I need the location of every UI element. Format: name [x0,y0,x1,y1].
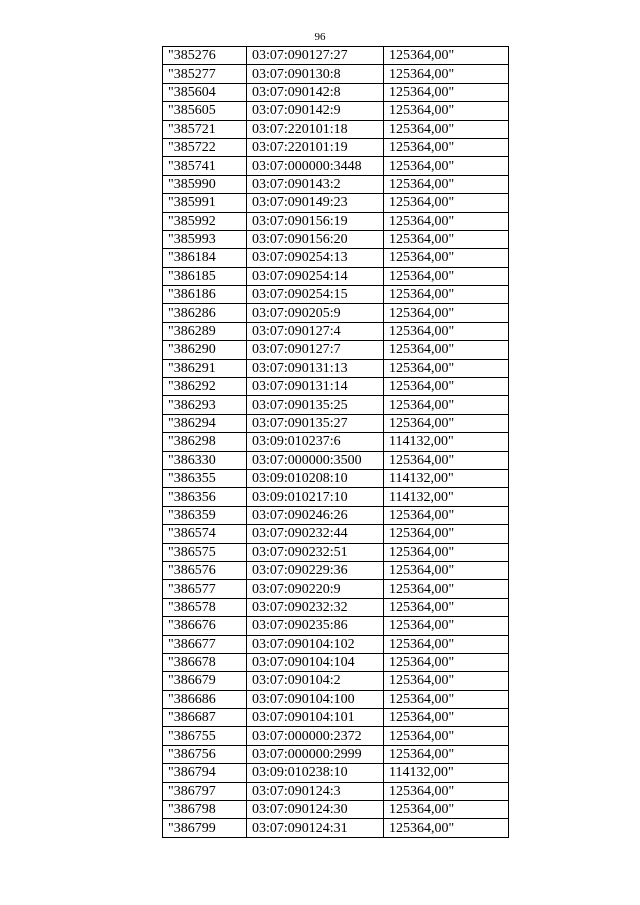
table-row [163,304,509,322]
record-number-cell: "386578 [163,598,247,616]
record-number-cell: "385992 [163,212,247,230]
cadastral-number-cell: 03:09:010208:10 [247,469,384,487]
record-number-cell: "386687 [163,709,247,727]
record-number-cell: "385721 [163,120,247,138]
record-number-cell: "386298 [163,433,247,451]
amount-cell: 125364,00" [384,543,509,561]
record-number-cell: "386677 [163,635,247,653]
amount-cell: 125364,00" [384,709,509,727]
amount-cell: 125364,00" [384,617,509,635]
cadastral-number-cell: 03:07:090142:8 [247,83,384,101]
amount-cell: 125364,00" [384,782,509,800]
amount-cell: 125364,00" [384,727,509,745]
amount-cell: 125364,00" [384,672,509,690]
record-number-cell: "386679 [163,672,247,690]
table-row [163,543,509,561]
amount-cell: 125364,00" [384,745,509,763]
table-row [163,653,509,671]
table-row [163,341,509,359]
table-row [163,525,509,543]
table-row [163,138,509,156]
table-row [163,469,509,487]
cadastral-number-cell: 03:07:090156:20 [247,230,384,248]
amount-cell: 125364,00" [384,304,509,322]
cadastral-number-cell: 03:07:090143:2 [247,175,384,193]
record-number-cell: "386292 [163,378,247,396]
cadastral-number-cell: 03:07:090254:13 [247,249,384,267]
record-number-cell: "386686 [163,690,247,708]
table-row [163,194,509,212]
record-number-cell: "386755 [163,727,247,745]
amount-cell: 114132,00" [384,469,509,487]
record-number-cell: "386286 [163,304,247,322]
table-row [163,414,509,432]
record-number-cell: "386794 [163,764,247,782]
table-row [163,175,509,193]
table-row [163,617,509,635]
cadastral-number-cell: 03:07:090104:2 [247,672,384,690]
cadastral-number-cell: 03:07:000000:3500 [247,451,384,469]
cadastral-number-cell: 03:07:090235:86 [247,617,384,635]
amount-cell: 114132,00" [384,433,509,451]
record-number-cell: "386330 [163,451,247,469]
cadastral-number-cell: 03:07:090232:44 [247,525,384,543]
record-number-cell: "386799 [163,819,247,837]
record-number-cell: "386185 [163,267,247,285]
cadastral-number-cell: 03:07:090124:3 [247,782,384,800]
cadastral-number-cell: 03:07:000000:2372 [247,727,384,745]
table-row [163,249,509,267]
cadastral-number-cell: 03:07:090104:102 [247,635,384,653]
table-row [163,672,509,690]
amount-cell: 125364,00" [384,267,509,285]
table-row [163,506,509,524]
cadastral-number-cell: 03:07:090254:14 [247,267,384,285]
cadastral-number-cell: 03:07:090232:51 [247,543,384,561]
cadastral-number-cell: 03:07:000000:2999 [247,745,384,763]
table-row [163,745,509,763]
record-number-cell: "386186 [163,286,247,304]
cadastral-number-cell: 03:07:090104:104 [247,653,384,671]
cadastral-number-cell: 03:09:010238:10 [247,764,384,782]
amount-cell: 125364,00" [384,506,509,524]
cadastral-number-cell: 03:07:090220:9 [247,580,384,598]
amount-cell: 125364,00" [384,286,509,304]
cadastral-number-cell: 03:07:090124:30 [247,801,384,819]
table-row [163,120,509,138]
table-row [163,709,509,727]
table-row [163,801,509,819]
record-number-cell: "386356 [163,488,247,506]
cadastral-number-cell: 03:07:090156:19 [247,212,384,230]
amount-cell: 125364,00" [384,83,509,101]
cadastral-number-cell: 03:07:090127:7 [247,341,384,359]
table-row [163,286,509,304]
amount-cell: 125364,00" [384,65,509,83]
amount-cell: 125364,00" [384,175,509,193]
table-row [163,433,509,451]
amount-cell: 125364,00" [384,414,509,432]
table-row [163,378,509,396]
amount-cell: 125364,00" [384,249,509,267]
data-table [162,46,509,838]
table-row [163,83,509,101]
cadastral-number-cell: 03:07:090127:4 [247,322,384,340]
amount-cell: 125364,00" [384,157,509,175]
table-row [163,782,509,800]
record-number-cell: "386359 [163,506,247,524]
amount-cell: 125364,00" [384,451,509,469]
table-row [163,690,509,708]
table-row [163,819,509,837]
amount-cell: 125364,00" [384,359,509,377]
table-row [163,322,509,340]
cadastral-number-cell: 03:07:090131:13 [247,359,384,377]
amount-cell: 125364,00" [384,653,509,671]
cadastral-number-cell: 03:09:010217:10 [247,488,384,506]
cadastral-number-cell: 03:07:220101:18 [247,120,384,138]
record-number-cell: "386577 [163,580,247,598]
amount-cell: 125364,00" [384,378,509,396]
table-row [163,764,509,782]
amount-cell: 125364,00" [384,120,509,138]
amount-cell: 125364,00" [384,561,509,579]
table-row [163,267,509,285]
amount-cell: 125364,00" [384,322,509,340]
table-row [163,102,509,120]
amount-cell: 125364,00" [384,635,509,653]
amount-cell: 125364,00" [384,138,509,156]
table-row [163,451,509,469]
amount-cell: 125364,00" [384,396,509,414]
amount-cell: 114132,00" [384,764,509,782]
amount-cell: 125364,00" [384,212,509,230]
cadastral-number-cell: 03:09:010237:6 [247,433,384,451]
cadastral-number-cell: 03:07:090246:26 [247,506,384,524]
cadastral-number-cell: 03:07:090254:15 [247,286,384,304]
amount-cell: 125364,00" [384,194,509,212]
table-row [163,727,509,745]
record-number-cell: "385604 [163,83,247,101]
record-number-cell: "386184 [163,249,247,267]
amount-cell: 125364,00" [384,230,509,248]
record-number-cell: "385741 [163,157,247,175]
cadastral-number-cell: 03:07:000000:3448 [247,157,384,175]
record-number-cell: "386676 [163,617,247,635]
record-number-cell: "385990 [163,175,247,193]
amount-cell: 125364,00" [384,801,509,819]
amount-cell: 125364,00" [384,598,509,616]
cadastral-number-cell: 03:07:090142:9 [247,102,384,120]
table-row [163,230,509,248]
amount-cell: 125364,00" [384,102,509,120]
record-number-cell: "386290 [163,341,247,359]
cadastral-number-cell: 03:07:090131:14 [247,378,384,396]
table-row [163,598,509,616]
table-row [163,488,509,506]
cadastral-number-cell: 03:07:090205:9 [247,304,384,322]
record-number-cell: "386294 [163,414,247,432]
record-number-cell: "385991 [163,194,247,212]
amount-cell: 114132,00" [384,488,509,506]
cadastral-number-cell: 03:07:090124:31 [247,819,384,837]
table-body [163,47,509,838]
amount-cell: 125364,00" [384,47,509,65]
record-number-cell: "386798 [163,801,247,819]
table-row [163,396,509,414]
table-row [163,359,509,377]
amount-cell: 125364,00" [384,690,509,708]
table-row [163,635,509,653]
table-row [163,47,509,65]
cadastral-number-cell: 03:07:220101:19 [247,138,384,156]
cadastral-number-cell: 03:07:090229:36 [247,561,384,579]
table-row [163,561,509,579]
amount-cell: 125364,00" [384,341,509,359]
record-number-cell: "386678 [163,653,247,671]
record-number-cell: "386289 [163,322,247,340]
amount-cell: 125364,00" [384,580,509,598]
record-number-cell: "386574 [163,525,247,543]
record-number-cell: "386355 [163,469,247,487]
record-number-cell: "386576 [163,561,247,579]
cadastral-number-cell: 03:07:090135:25 [247,396,384,414]
cadastral-number-cell: 03:07:090149:23 [247,194,384,212]
record-number-cell: "385277 [163,65,247,83]
table-row [163,157,509,175]
table-row [163,580,509,598]
record-number-cell: "386293 [163,396,247,414]
table-row [163,212,509,230]
record-number-cell: "385605 [163,102,247,120]
cadastral-number-cell: 03:07:090135:27 [247,414,384,432]
cadastral-number-cell: 03:07:090130:8 [247,65,384,83]
record-number-cell: "386575 [163,543,247,561]
cadastral-number-cell: 03:07:090127:27 [247,47,384,65]
cadastral-number-cell: 03:07:090104:101 [247,709,384,727]
record-number-cell: "386797 [163,782,247,800]
cadastral-number-cell: 03:07:090232:32 [247,598,384,616]
page-number: 96 [314,31,326,43]
table-row [163,65,509,83]
record-number-cell: "385722 [163,138,247,156]
record-number-cell: "386291 [163,359,247,377]
amount-cell: 125364,00" [384,819,509,837]
amount-cell: 125364,00" [384,525,509,543]
record-number-cell: "386756 [163,745,247,763]
record-number-cell: "385276 [163,47,247,65]
record-number-cell: "385993 [163,230,247,248]
cadastral-number-cell: 03:07:090104:100 [247,690,384,708]
